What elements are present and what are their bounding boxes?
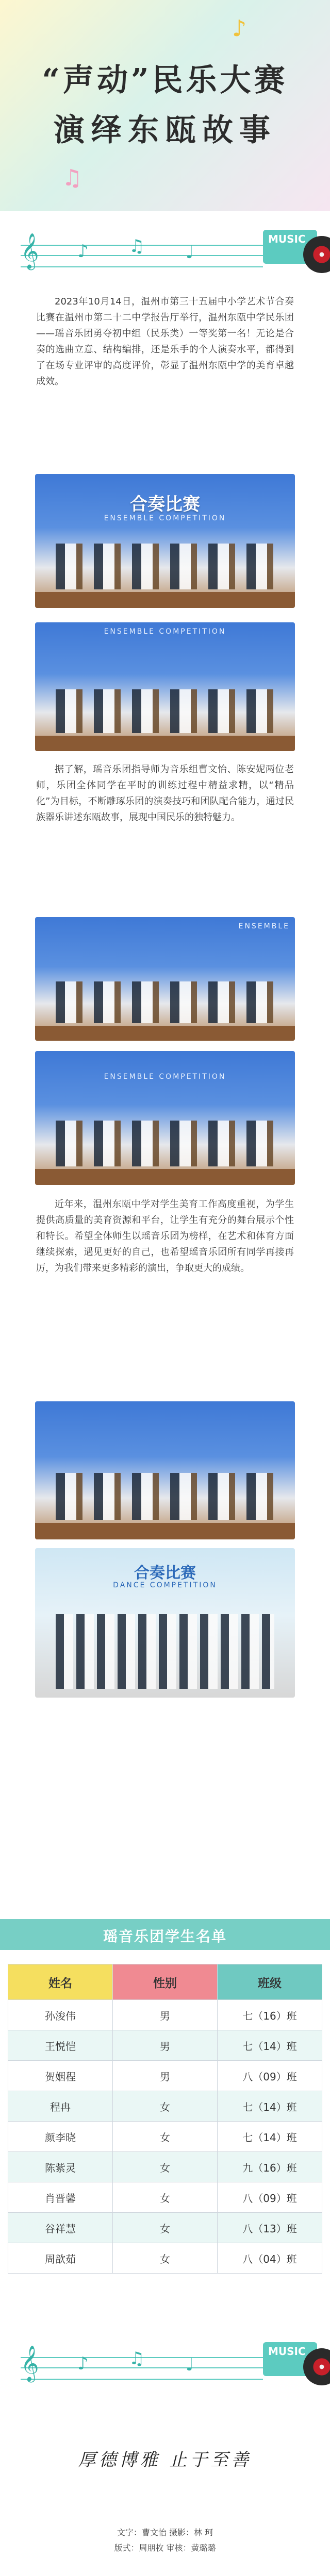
cell-name: 孙浚伟 bbox=[8, 2000, 113, 2030]
cell-gender: 女 bbox=[113, 2152, 218, 2182]
cell-name: 肖晋馨 bbox=[8, 2182, 113, 2213]
table-row bbox=[8, 2152, 322, 2182]
cell-name: 贺姻程 bbox=[8, 2061, 113, 2091]
table-row bbox=[8, 2091, 322, 2122]
table-row bbox=[8, 2122, 322, 2152]
cell-gender: 女 bbox=[113, 2243, 218, 2274]
roster-title: 瑶音乐团学生名单 bbox=[103, 1928, 227, 1945]
performance-photo: ENSEMBLE COMPETITION bbox=[35, 1051, 295, 1185]
music-divider bbox=[21, 2339, 330, 2396]
table-row bbox=[8, 2061, 322, 2091]
cell-class: 八（04）班 bbox=[218, 2243, 322, 2274]
cell-class: 七（14）班 bbox=[218, 2030, 322, 2061]
performance-photo: ENSEMBLE COMPETITION bbox=[35, 622, 295, 751]
cell-class: 九（16）班 bbox=[218, 2152, 322, 2182]
performance-photo bbox=[35, 1401, 295, 1539]
cell-class: 七（14）班 bbox=[218, 2091, 322, 2122]
roster-table bbox=[8, 1964, 322, 2274]
cell-name: 王悦恺 bbox=[8, 2030, 113, 2061]
treble-clef-icon: 𝄞 bbox=[21, 233, 39, 269]
cell-name: 陈紫灵 bbox=[8, 2152, 113, 2182]
intro-paragraph: 2023年10月14日，温州市第三十五届中小学艺术节合奏比赛在温州市第二十二中学报告厅举行，温州东瓯中学民乐团——瑶音乐团勇夺初中组（民乐类）一等奖第一名！无论是合奏的选曲立意、结构编排，还是乐手的个人演奏水平，都得到了在场专业评审的高度评价，彰显了温州东瓯中学的美育卓越成效。 bbox=[36, 296, 294, 387]
cell-name: 周歆茹 bbox=[8, 2243, 113, 2274]
body-paragraph: 据了解，瑶音乐团指导师为音乐组曹文怡、陈安妮两位老师，乐团全体同学在平时的训练过程中精益求精，以“精品化”为目标，不断雕琢乐团的演奏技巧和团队配合能力，通过民族器乐讲述东瓯故事，展现中国民乐的独特魅力。 bbox=[36, 764, 294, 823]
school-motto: 厚德博雅 止于至善 bbox=[78, 2450, 252, 2470]
table-row bbox=[8, 2213, 322, 2243]
music-note-icon: ♫ bbox=[129, 236, 145, 257]
table-row bbox=[8, 2182, 322, 2213]
page-title-line2: 演绎东瓯故事 bbox=[54, 112, 276, 148]
music-note-icon: ♪ bbox=[232, 15, 247, 42]
treble-clef-icon: 𝄞 bbox=[21, 2345, 39, 2381]
cell-class: 七（16）班 bbox=[218, 2000, 322, 2030]
cell-gender: 男 bbox=[113, 2030, 218, 2061]
cell-class: 八（09）班 bbox=[218, 2182, 322, 2213]
music-note-icon: ♫ bbox=[129, 2348, 145, 2369]
cell-gender: 女 bbox=[113, 2213, 218, 2243]
cell-gender: 男 bbox=[113, 2000, 218, 2030]
cell-gender: 男 bbox=[113, 2061, 218, 2091]
cell-name: 谷祥慧 bbox=[8, 2213, 113, 2243]
roster-title-bar bbox=[0, 1919, 330, 1950]
cell-gender: 女 bbox=[113, 2122, 218, 2152]
hero-banner bbox=[0, 0, 330, 211]
cell-gender: 女 bbox=[113, 2182, 218, 2213]
cell-class: 八（13）班 bbox=[218, 2213, 322, 2243]
page-title-line1: “声动”民乐大赛 bbox=[42, 62, 288, 98]
music-tag: MUSIC bbox=[263, 2342, 317, 2376]
group-photo: 合奏比赛 DANCE COMPETITION bbox=[35, 1548, 295, 1698]
music-tag: MUSIC bbox=[263, 230, 317, 264]
credits-line2: 版式：周朋枚 审核：黄璐璐 bbox=[114, 2543, 216, 2553]
cell-gender: 女 bbox=[113, 2091, 218, 2122]
music-note-icon: ♩ bbox=[186, 242, 194, 263]
performance-photo: ENSEMBLE bbox=[35, 917, 295, 1041]
closing-paragraph: 近年来，温州东瓯中学对学生美育工作高度重视，为学生提供高质量的美育资源和平台，让学生有充分的舞台展示个性和特长。希望全体师生以瑶音乐团为榜样，在艺术和体育方面继续探索，遇见更好的自己，也希望瑶音乐团所有同学再接再厉，为我们带来更多精彩的演出，争取更大的成绩。 bbox=[36, 1199, 294, 1274]
header-gender: 性别 bbox=[113, 1964, 218, 2000]
performance-photo: 合奏比赛 ENSEMBLE COMPETITION bbox=[35, 474, 295, 608]
cell-name: 程冉 bbox=[8, 2091, 113, 2122]
table-header-row bbox=[8, 1964, 322, 2000]
table-row bbox=[8, 2243, 322, 2274]
cell-class: 八（09）班 bbox=[218, 2061, 322, 2091]
music-note-icon: ♪ bbox=[77, 2353, 89, 2374]
music-note-icon: ♫ bbox=[62, 165, 82, 191]
music-divider bbox=[21, 227, 330, 283]
credits-line1: 文字：曹文怡 摄影：林 珂 bbox=[117, 2528, 213, 2537]
music-note-icon: ♩ bbox=[186, 2354, 194, 2375]
header-name: 姓名 bbox=[8, 1964, 113, 2000]
header-class: 班级 bbox=[218, 1964, 322, 2000]
table-row bbox=[8, 2000, 322, 2030]
cell-name: 颜李晓 bbox=[8, 2122, 113, 2152]
table-row bbox=[8, 2030, 322, 2061]
cell-class: 七（14）班 bbox=[218, 2122, 322, 2152]
music-note-icon: ♪ bbox=[77, 241, 89, 262]
